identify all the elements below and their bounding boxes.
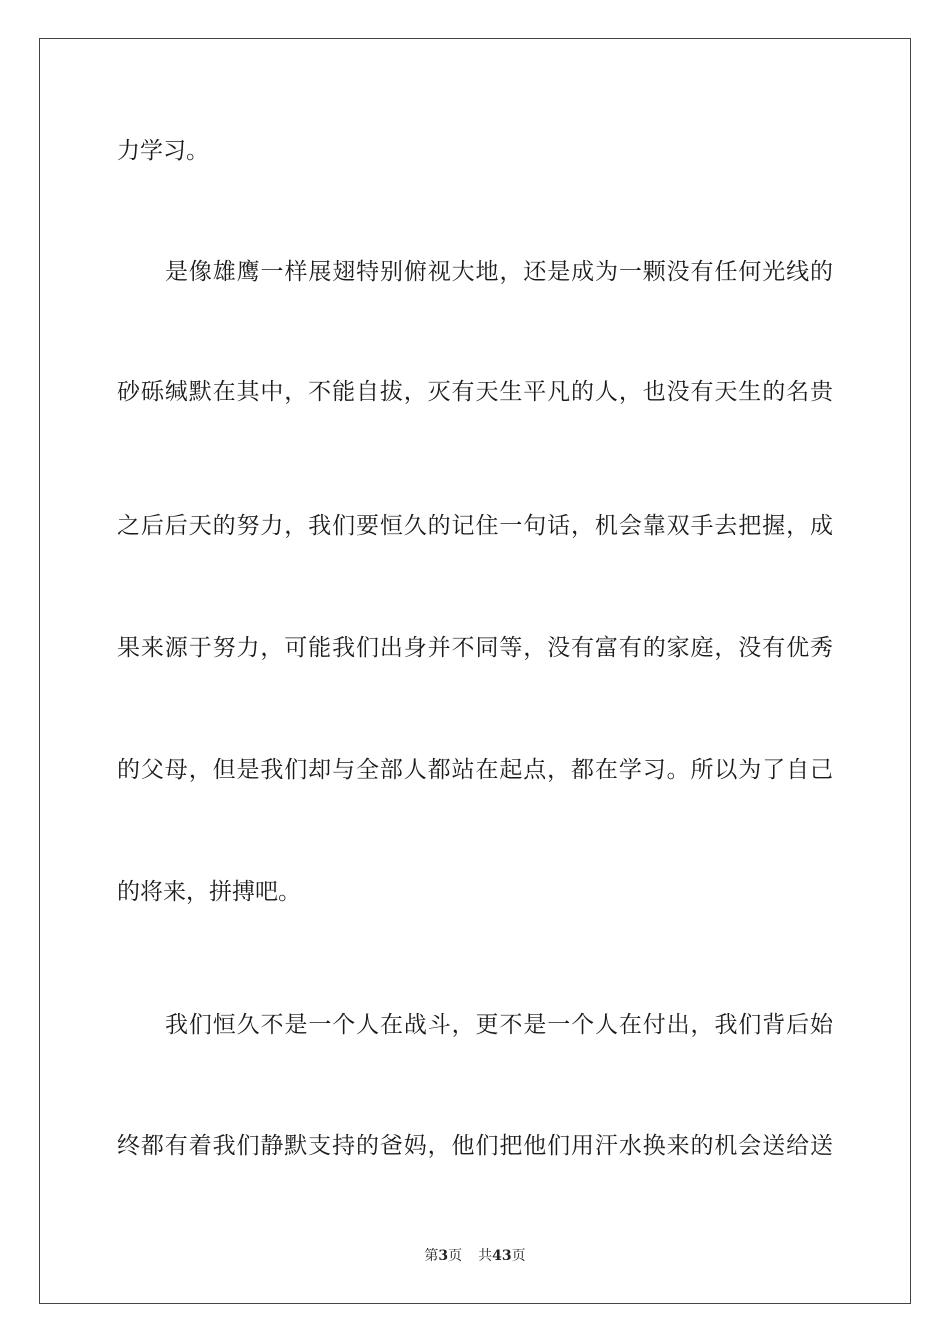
text-line-2-paragraph-start: 是像雄鹰一样展翅特别俯视大地，还是成为一颗没有任何光线的: [165, 259, 833, 285]
total-pages: 43: [492, 1248, 512, 1264]
page-number: 3: [438, 1248, 449, 1264]
text-line-8-paragraph-start: 我们恒久不是一个人在战斗，更不是一个人在付出，我们背后始: [165, 1012, 833, 1038]
page-footer: [0, 1247, 950, 1265]
text-line-9: 终都有着我们静默支持的爸妈，他们把他们用汗水换来的机会送给送: [117, 1133, 833, 1159]
page-frame: [39, 38, 911, 1304]
text-line-1: 力学习。: [117, 138, 209, 164]
text-line-5: 果来源于努力，可能我们出身并不同等，没有富有的家庭，没有优秀: [117, 635, 833, 661]
total-suffix: 页: [511, 1248, 526, 1264]
text-line-6: 的父母，但是我们却与全部人都站在起点，都在学习。所以为了自己: [117, 757, 833, 783]
total-prefix: 共: [478, 1248, 493, 1264]
text-line-7: 的将来，拼搏吧。: [117, 879, 301, 905]
page-prefix: 第: [424, 1248, 439, 1264]
text-line-3: 砂砾缄默在其中，不能自拔，灭有天生平凡的人，也没有天生的名贵: [117, 379, 833, 405]
page-suffix: 页: [448, 1248, 463, 1264]
text-line-4: 之后后天的努力，我们要恒久的记住一句话，机会靠双手去把握，成: [117, 513, 833, 539]
